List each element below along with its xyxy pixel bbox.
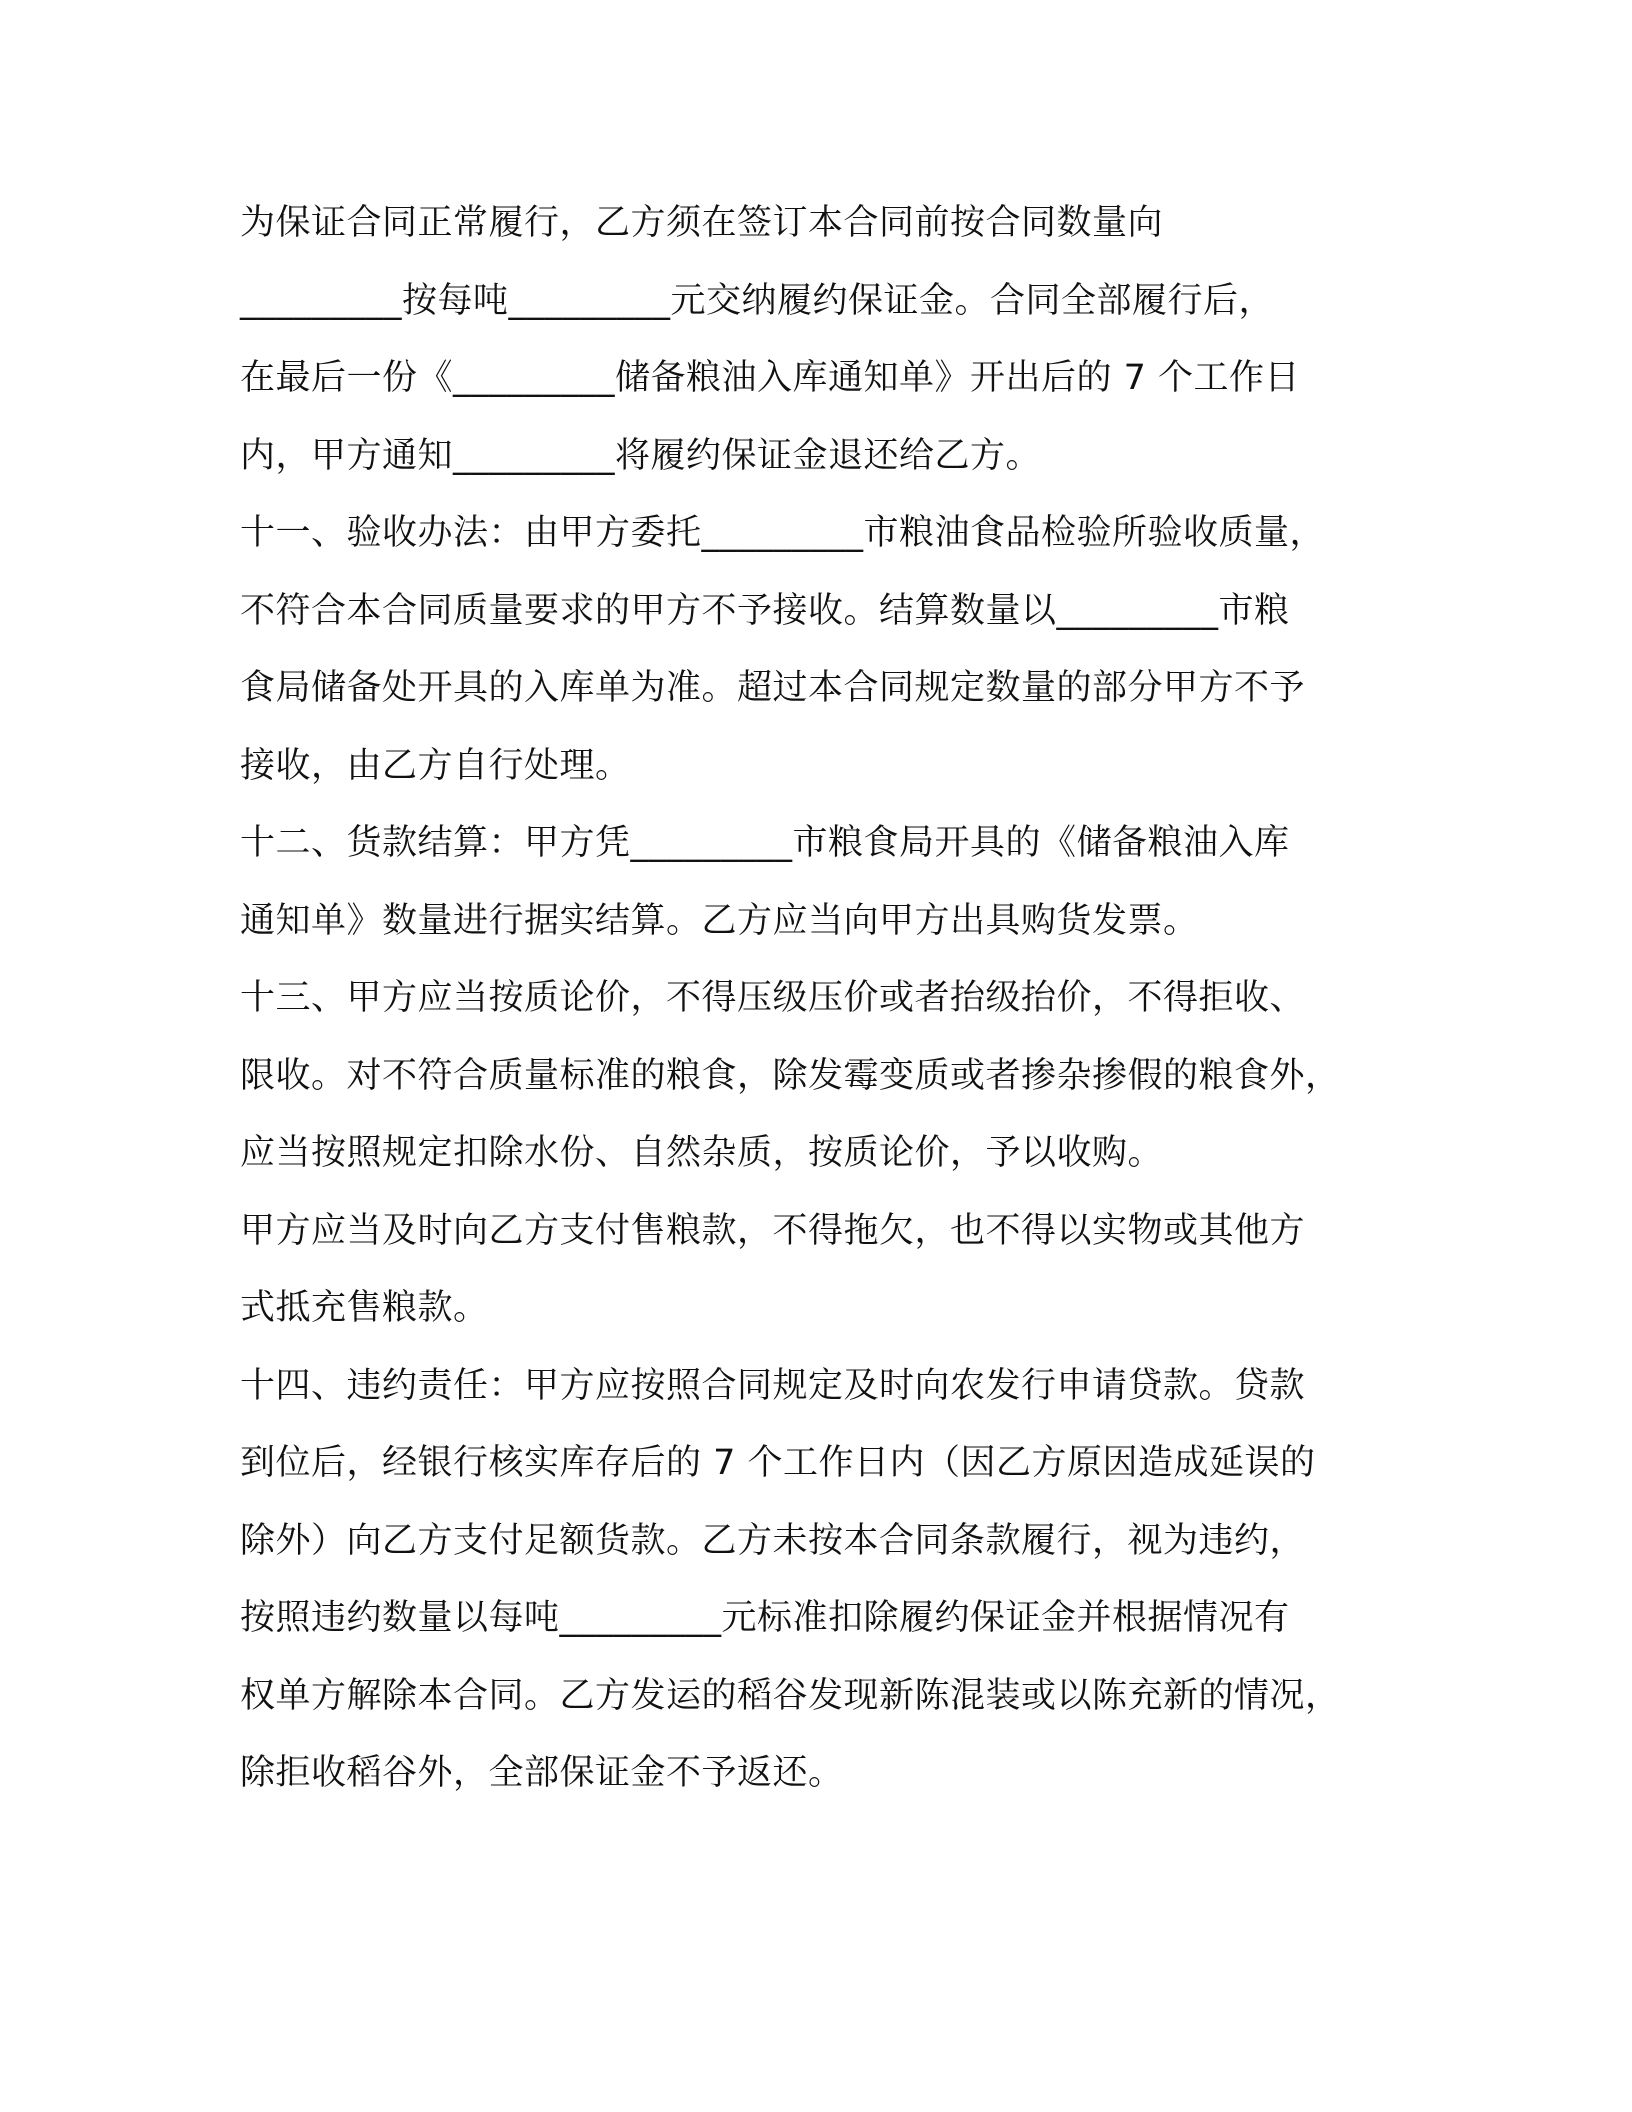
- text-line: 到位后，经银行核实库存后的 7 个工作日内（因乙方原因造成延误的: [240, 1443, 1316, 1483]
- text-line: 为保证合同正常履行，乙方须在签订本合同前按合同数量向: [240, 203, 1164, 243]
- text-line: 接收，由乙方自行处理。: [240, 745, 631, 786]
- text-line: 通知单》数量进行据实结算。乙方应当向甲方出具购货发票。: [240, 900, 1199, 941]
- text-line: _________按每吨_________元交纳履约保证金。合同全部履行后，: [240, 280, 1275, 321]
- text-line: 内，甲方通知_________将履约保证金退还给乙方。: [240, 435, 1042, 476]
- contract-text: [240, 185, 1400, 1813]
- text-line: 除拒收稻谷外，全部保证金不予返还。: [240, 1753, 844, 1793]
- text-line: 限收。对不符合质量标准的粮食，除发霉变质或者掺杂掺假的粮食外，: [240, 1055, 1341, 1096]
- text-line: 按照违约数量以每吨_________元标准扣除履约保证金并根据情况有: [240, 1598, 1290, 1638]
- text-line: 式抵充售粮款。: [240, 1288, 489, 1328]
- text-line: 甲方应当及时向乙方支付售粮款，不得拖欠，也不得以实物或其他方: [240, 1210, 1306, 1251]
- text-line: 十三、甲方应当按质论价，不得压级压价或者抬级抬价，不得拒收、: [240, 978, 1306, 1018]
- text-line: 除外）向乙方支付足额货款。乙方未按本合同条款履行，视为违约，: [240, 1520, 1306, 1561]
- text-line: 十一、验收办法：由甲方委托_________市粮油食品检验所验收质量，: [240, 513, 1326, 553]
- text-line: 应当按照规定扣除水份、自然杂质，按质论价，予以收购。: [240, 1133, 1164, 1173]
- text-line: 不符合本合同质量要求的甲方不予接收。结算数量以_________市粮: [240, 590, 1290, 631]
- text-line: 权单方解除本合同。乙方发运的稻谷发现新陈混装或以陈充新的情况，: [240, 1675, 1341, 1716]
- text-line: 食局储备处开具的入库单为准。超过本合同规定数量的部分甲方不予: [240, 668, 1306, 708]
- text-line: 在最后一份《_________储备粮油入库通知单》开出后的 7 个工作日: [240, 358, 1301, 398]
- text-line: 十四、违约责任：甲方应按照合同规定及时向农发行申请贷款。贷款: [240, 1365, 1306, 1406]
- text-line: 十二、货款结算：甲方凭_________市粮食局开具的《储备粮油入库: [240, 823, 1290, 863]
